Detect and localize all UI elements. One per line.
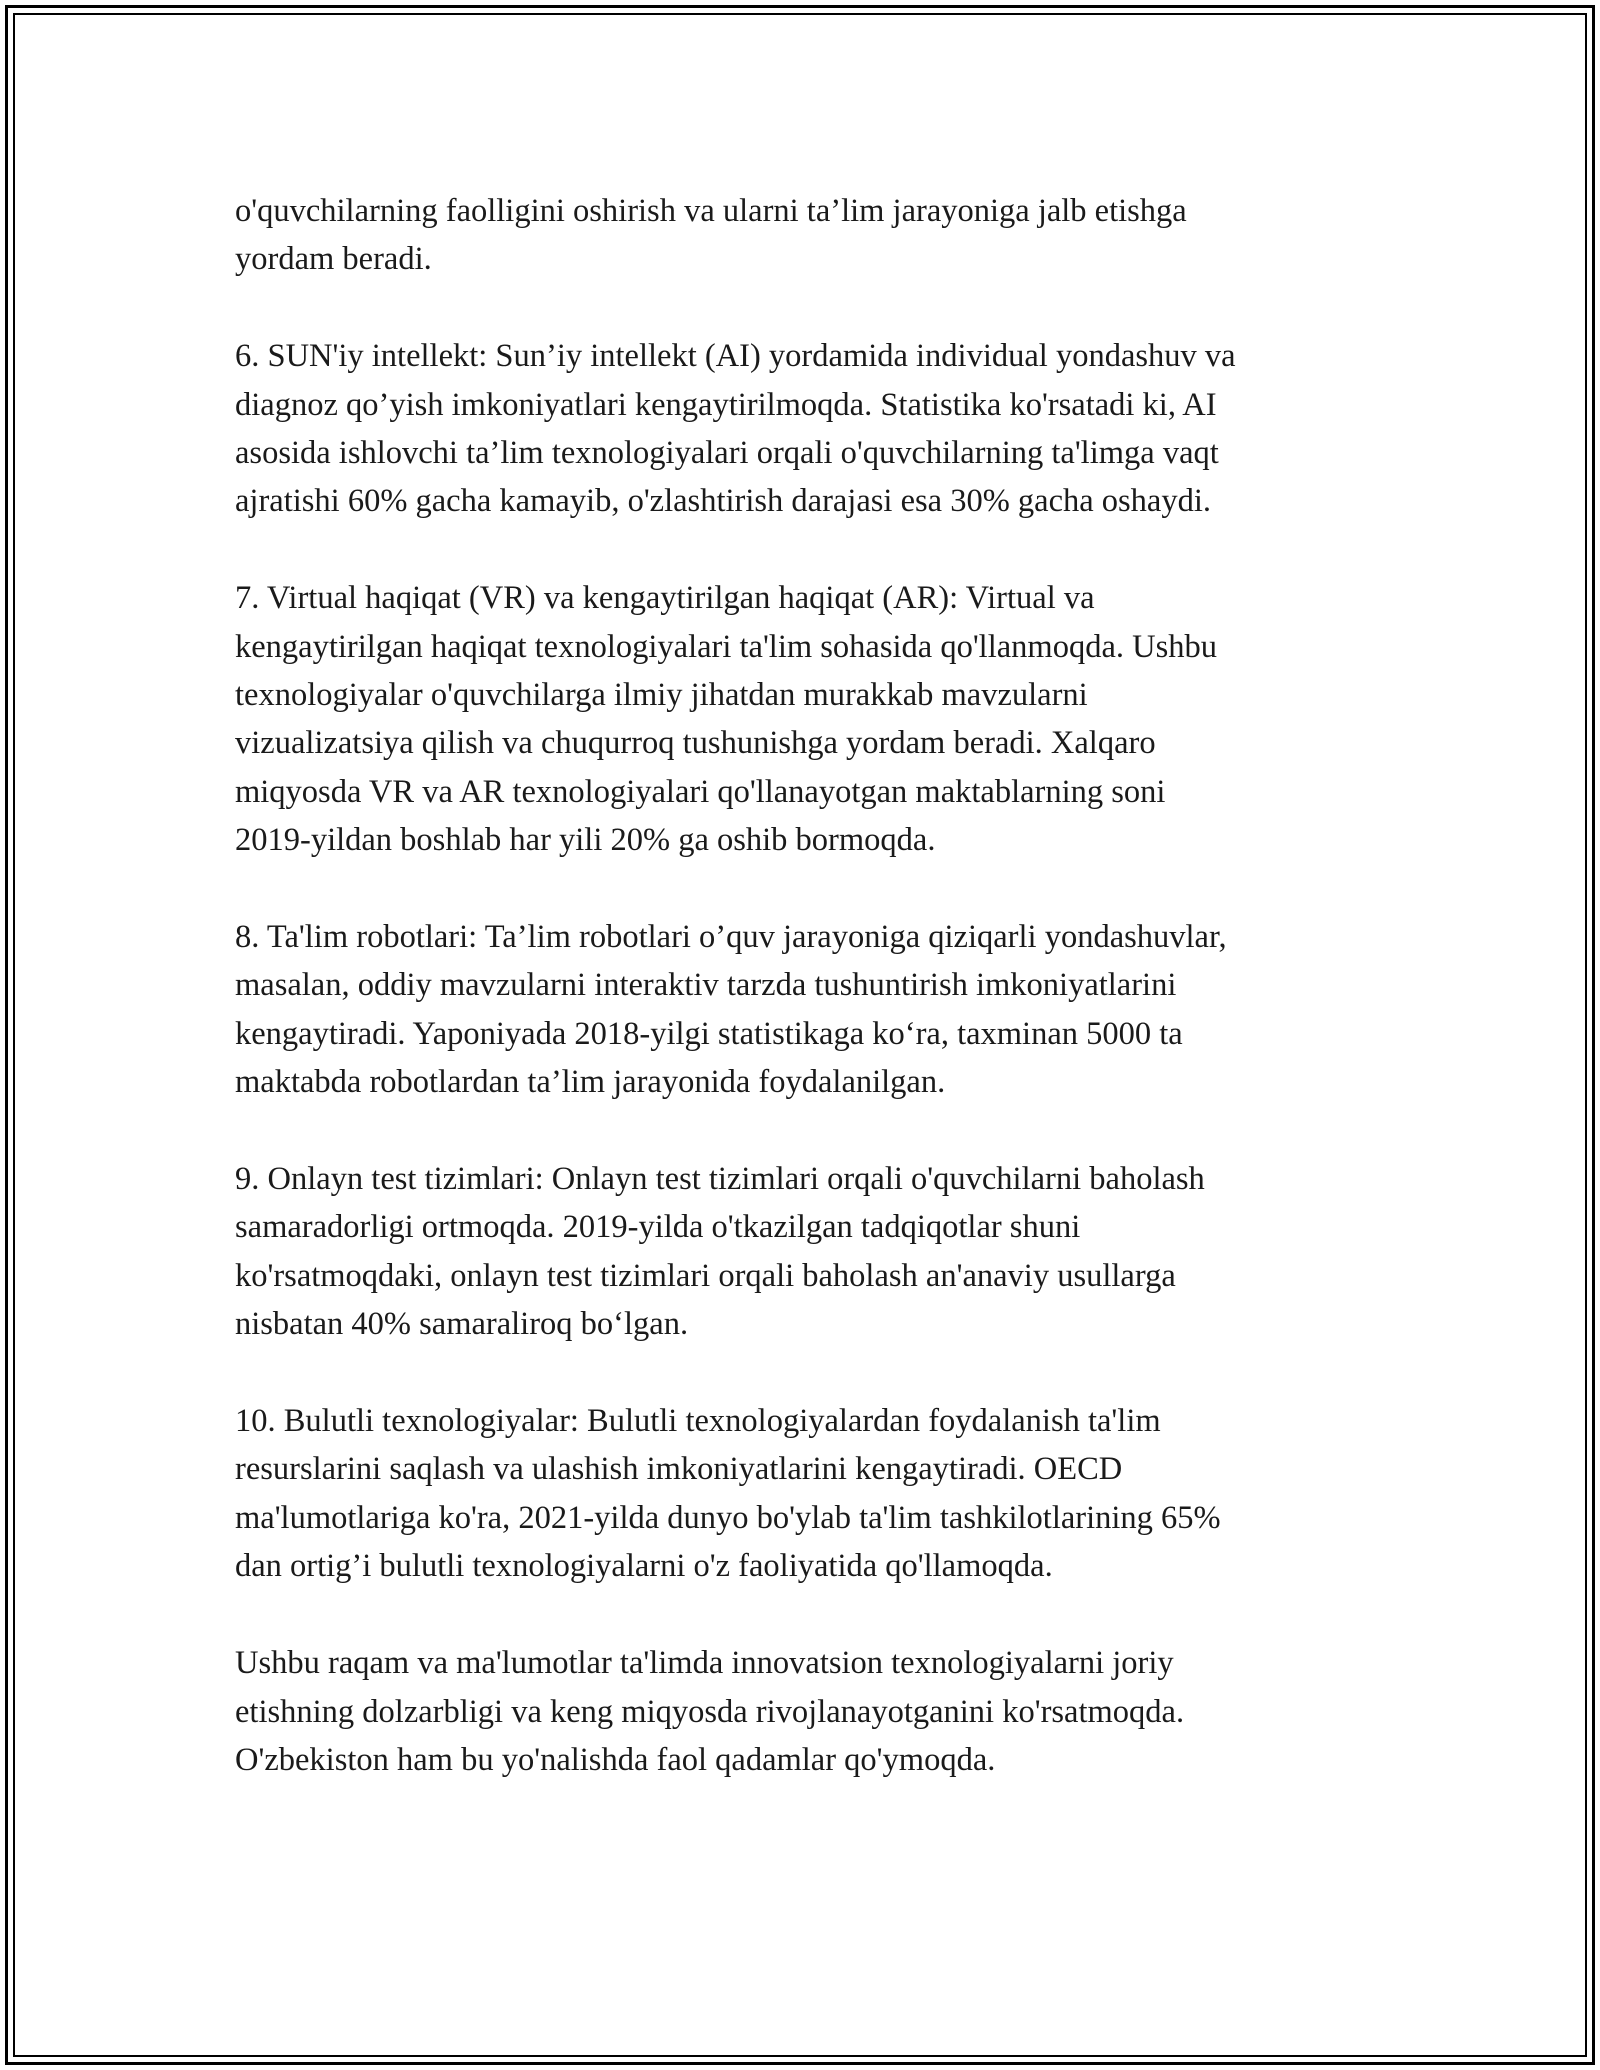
paragraph-conclusion: Ushbu raqam va ma'lumotlar ta'limda innovatsion texnologiyalarni joriy etishning dolzarbligi va keng miqyosda rivojlanayotganini ko'rsatmoqda. O'zbekiston ham bu yo'nalishda faol qadamlar qo'ymoqda. xyxy=(235,1645,1185,1778)
paragraph-online-tests: 9. Onlayn test tizimlari: Onlayn test tizimlari orqali o'quvchilarni baholash samaradorligi ortmoqda. 2019-yilda o'tkazilgan tadqiqotlar shuni ko'rsatmoqdaki, onlayn test tizimlari orqali baholash an'anaviy usullarga nisbatan 40% samaraliroq bo‘lgan. xyxy=(235,1161,1205,1343)
document-body xyxy=(235,187,1405,1833)
paragraph-robots: 8. Ta'lim robotlari: Ta’lim robotlari o’quv jarayoniga qiziqarli yondashuvlar, masalan, oddiy mavzularni interaktiv tarzda tushuntirish imkoniyatlarini kengaytiradi. Yaponiyada 2018-yilgi statistikaga ko‘ra, taxminan 5000 ta maktabda robotlardan ta’lim jarayonida foydalanilgan. xyxy=(235,919,1227,1101)
paragraph-continuation: o'quvchilarning faolligini oshirish va ularni ta’lim jarayoniga jalb etishga yordam beradi. xyxy=(235,193,1187,278)
paragraph-cloud: 10. Bulutli texnologiyalar: Bulutli texnologiyalardan foydalanish ta'lim resurslarini saqlash va ulashish imkoniyatlarini kengaytiradi. OECD ma'lumotlariga ko'ra, 2021-yilda dunyo bo'ylab ta'lim tashkilotlarining 65% dan ortig’i bulutli texnologiyalarni o'z faoliyatida qo'llamoqda. xyxy=(235,1403,1221,1585)
paragraph-vr-ar: 7. Virtual haqiqat (VR) va kengaytirilgan haqiqat (AR): Virtual va kengaytirilgan haqiqat texnologiyalari ta'lim sohasida qo'llanmoqda. Ushbu texnologiyalar o'quvchilarga ilmiy jihatdan murakkab mavzularni vizualizatsiya qilish va chuqurroq tushunishga yordam beradi. Xalqaro miqyosda VR va AR texnologiyalari qo'llanayotgan maktablarning soni 2019-yildan boshlab har yili 20% ga oshib bormoqda. xyxy=(235,580,1217,859)
paragraph-ai: 6. SUN'iy intellekt: Sun’iy intellekt (AI) yordamida individual yondashuv va diagnoz qo’yish imkoniyatlari kengaytirilmoqda. Statistika ko'rsatadi ki, AI asosida ishlovchi ta’lim texnologiyalari orqali o'quvchilarning ta'limga vaqt ajratishi 60% gacha kamayib, o'zlashtirish darajasi esa 30% gacha oshaydi. xyxy=(235,338,1236,520)
